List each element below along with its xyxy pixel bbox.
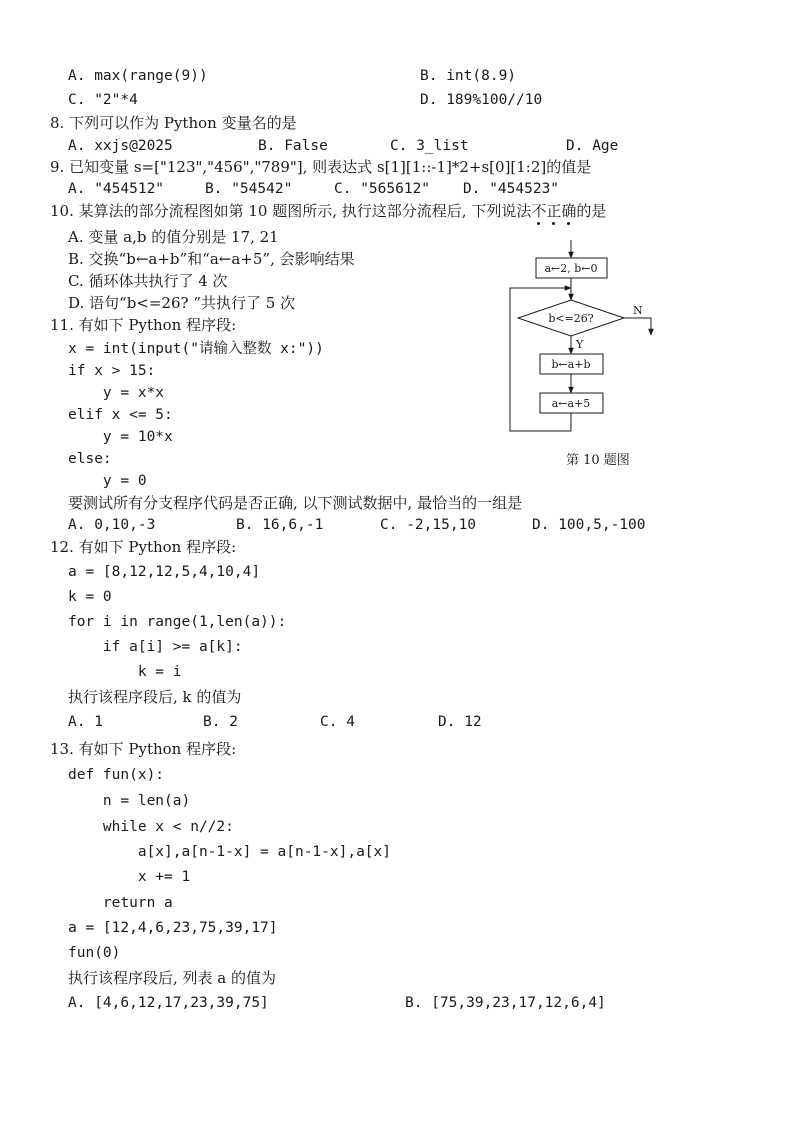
q9-option-c: C. "565612" [334,181,431,197]
q11-option-c: C. -2,15,10 [380,517,477,533]
q13-code-line: a = [12,4,6,23,75,39,17] [68,920,278,936]
q13-code-line: def fun(x): [68,767,165,783]
q10-stem-suffix: 的是 [576,202,607,220]
q7-option-c: C. "2"*4 [68,92,138,108]
q11-code-line: elif x <= 5: [68,407,173,423]
q10-option-c: C. 循环体共执行了 4 次 [68,272,228,290]
q11-code-line: y = 0 [68,473,147,489]
q9-option-b: B. "54542" [205,181,293,197]
q13-code-line: while x < n//2: [68,819,234,835]
q11-option-b: B. 16,6,-1 [236,517,324,533]
decision-label: b<=26? [548,312,594,325]
q8-option-b: B. False [258,138,328,154]
q10-flowchart [500,236,670,436]
q12-option-a: A. 1 [68,714,103,730]
no-label: N [633,304,643,317]
q10-emphasis-char: 不 [531,202,547,220]
init-box-label: a←2, b←0 [544,262,598,275]
q13-option-a: A. [4,6,12,17,23,39,75] [68,995,269,1011]
q10-option-b: B. 交换“b←a+b”和“a←a+5”, 会影响结果 [68,250,355,268]
q7-option-a: A. max(range(9)) [68,68,208,84]
q12-code-line: k = 0 [68,589,112,605]
q12-option-b: B. 2 [203,714,238,730]
q13-question: 执行该程序段后, 列表 a 的值为 [68,969,277,987]
q13-code-line: fun(0) [68,945,121,961]
q12-option-d: D. 12 [438,714,482,730]
box-a-label: a←a+5 [551,397,591,410]
q13-option-b: B. [75,39,23,17,12,6,4] [405,995,606,1011]
q8-stem: 8. 下列可以作为 Python 变量名的是 [50,114,297,132]
no-branch-arrow [624,318,651,335]
q7-option-d: D. 189%100//10 [420,92,543,108]
q10-emphasis-char: 正 [546,202,562,220]
q12-option-c: C. 4 [320,714,355,730]
q11-code-line: if x > 15: [68,363,156,379]
q8-option-a: A. xxjs@2025 [68,138,173,154]
q13-stem: 13. 有如下 Python 程序段: [50,740,237,758]
q13-code-line: n = len(a) [68,793,191,809]
q10-stem [50,202,606,220]
q8-option-c: C. 3_list [390,138,469,154]
q9-option-d: D. "454523" [463,181,560,197]
q11-option-d: D. 100,5,-100 [532,517,646,533]
yes-label: Y [576,338,584,351]
q11-code-line: y = x*x [68,385,165,401]
q11-code-line: x = int(input("请输入整数 x:")) [68,341,324,357]
q11-stem: 11. 有如下 Python 程序段: [50,316,237,334]
q12-stem: 12. 有如下 Python 程序段: [50,538,237,556]
q11-code-line: else: [68,451,112,467]
q12-code-line: k = i [68,664,182,680]
q13-code-line: a[x],a[n-1-x] = a[n-1-x],a[x] [68,844,392,860]
q10-figure-caption: 第 10 题图 [566,453,630,468]
q11-option-a: A. 0,10,-3 [68,517,156,533]
q10-emphasis-char: 确 [561,202,577,220]
q12-code-line: for i in range(1,len(a)): [68,614,287,630]
q12-code-line: a = [8,12,12,5,4,10,4] [68,564,261,580]
q11-code-line: y = 10*x [68,429,173,445]
q10-stem-prefix: 10. 某算法的部分流程图如第 10 题图所示, 执行这部分流程后, 下列说法 [50,202,532,220]
q12-question: 执行该程序段后, k 的值为 [68,688,242,706]
box-b-label: b←a+b [551,358,591,371]
q7-option-b: B. int(8.9) [420,68,517,84]
q8-option-d: D. Age [566,138,619,154]
q13-code-line: x += 1 [68,869,191,885]
q10-option-a: A. 变量 a,b 的值分别是 17, 21 [68,228,279,246]
q9-stem: 9. 已知变量 s=["123","456","789"], 则表达式 s[1][1::-1]*2+s[0][1:2]的值是 [50,158,592,176]
q10-option-d: D. 语句“b<=26? ”共执行了 5 次 [68,294,296,312]
q11-question: 要测试所有分支程序代码是否正确, 以下测试数据中, 最恰当的一组是 [68,494,523,512]
q12-code-line: if a[i] >= a[k]: [68,639,243,655]
q13-code-line: return a [68,895,173,911]
q9-option-a: A. "454512" [68,181,165,197]
